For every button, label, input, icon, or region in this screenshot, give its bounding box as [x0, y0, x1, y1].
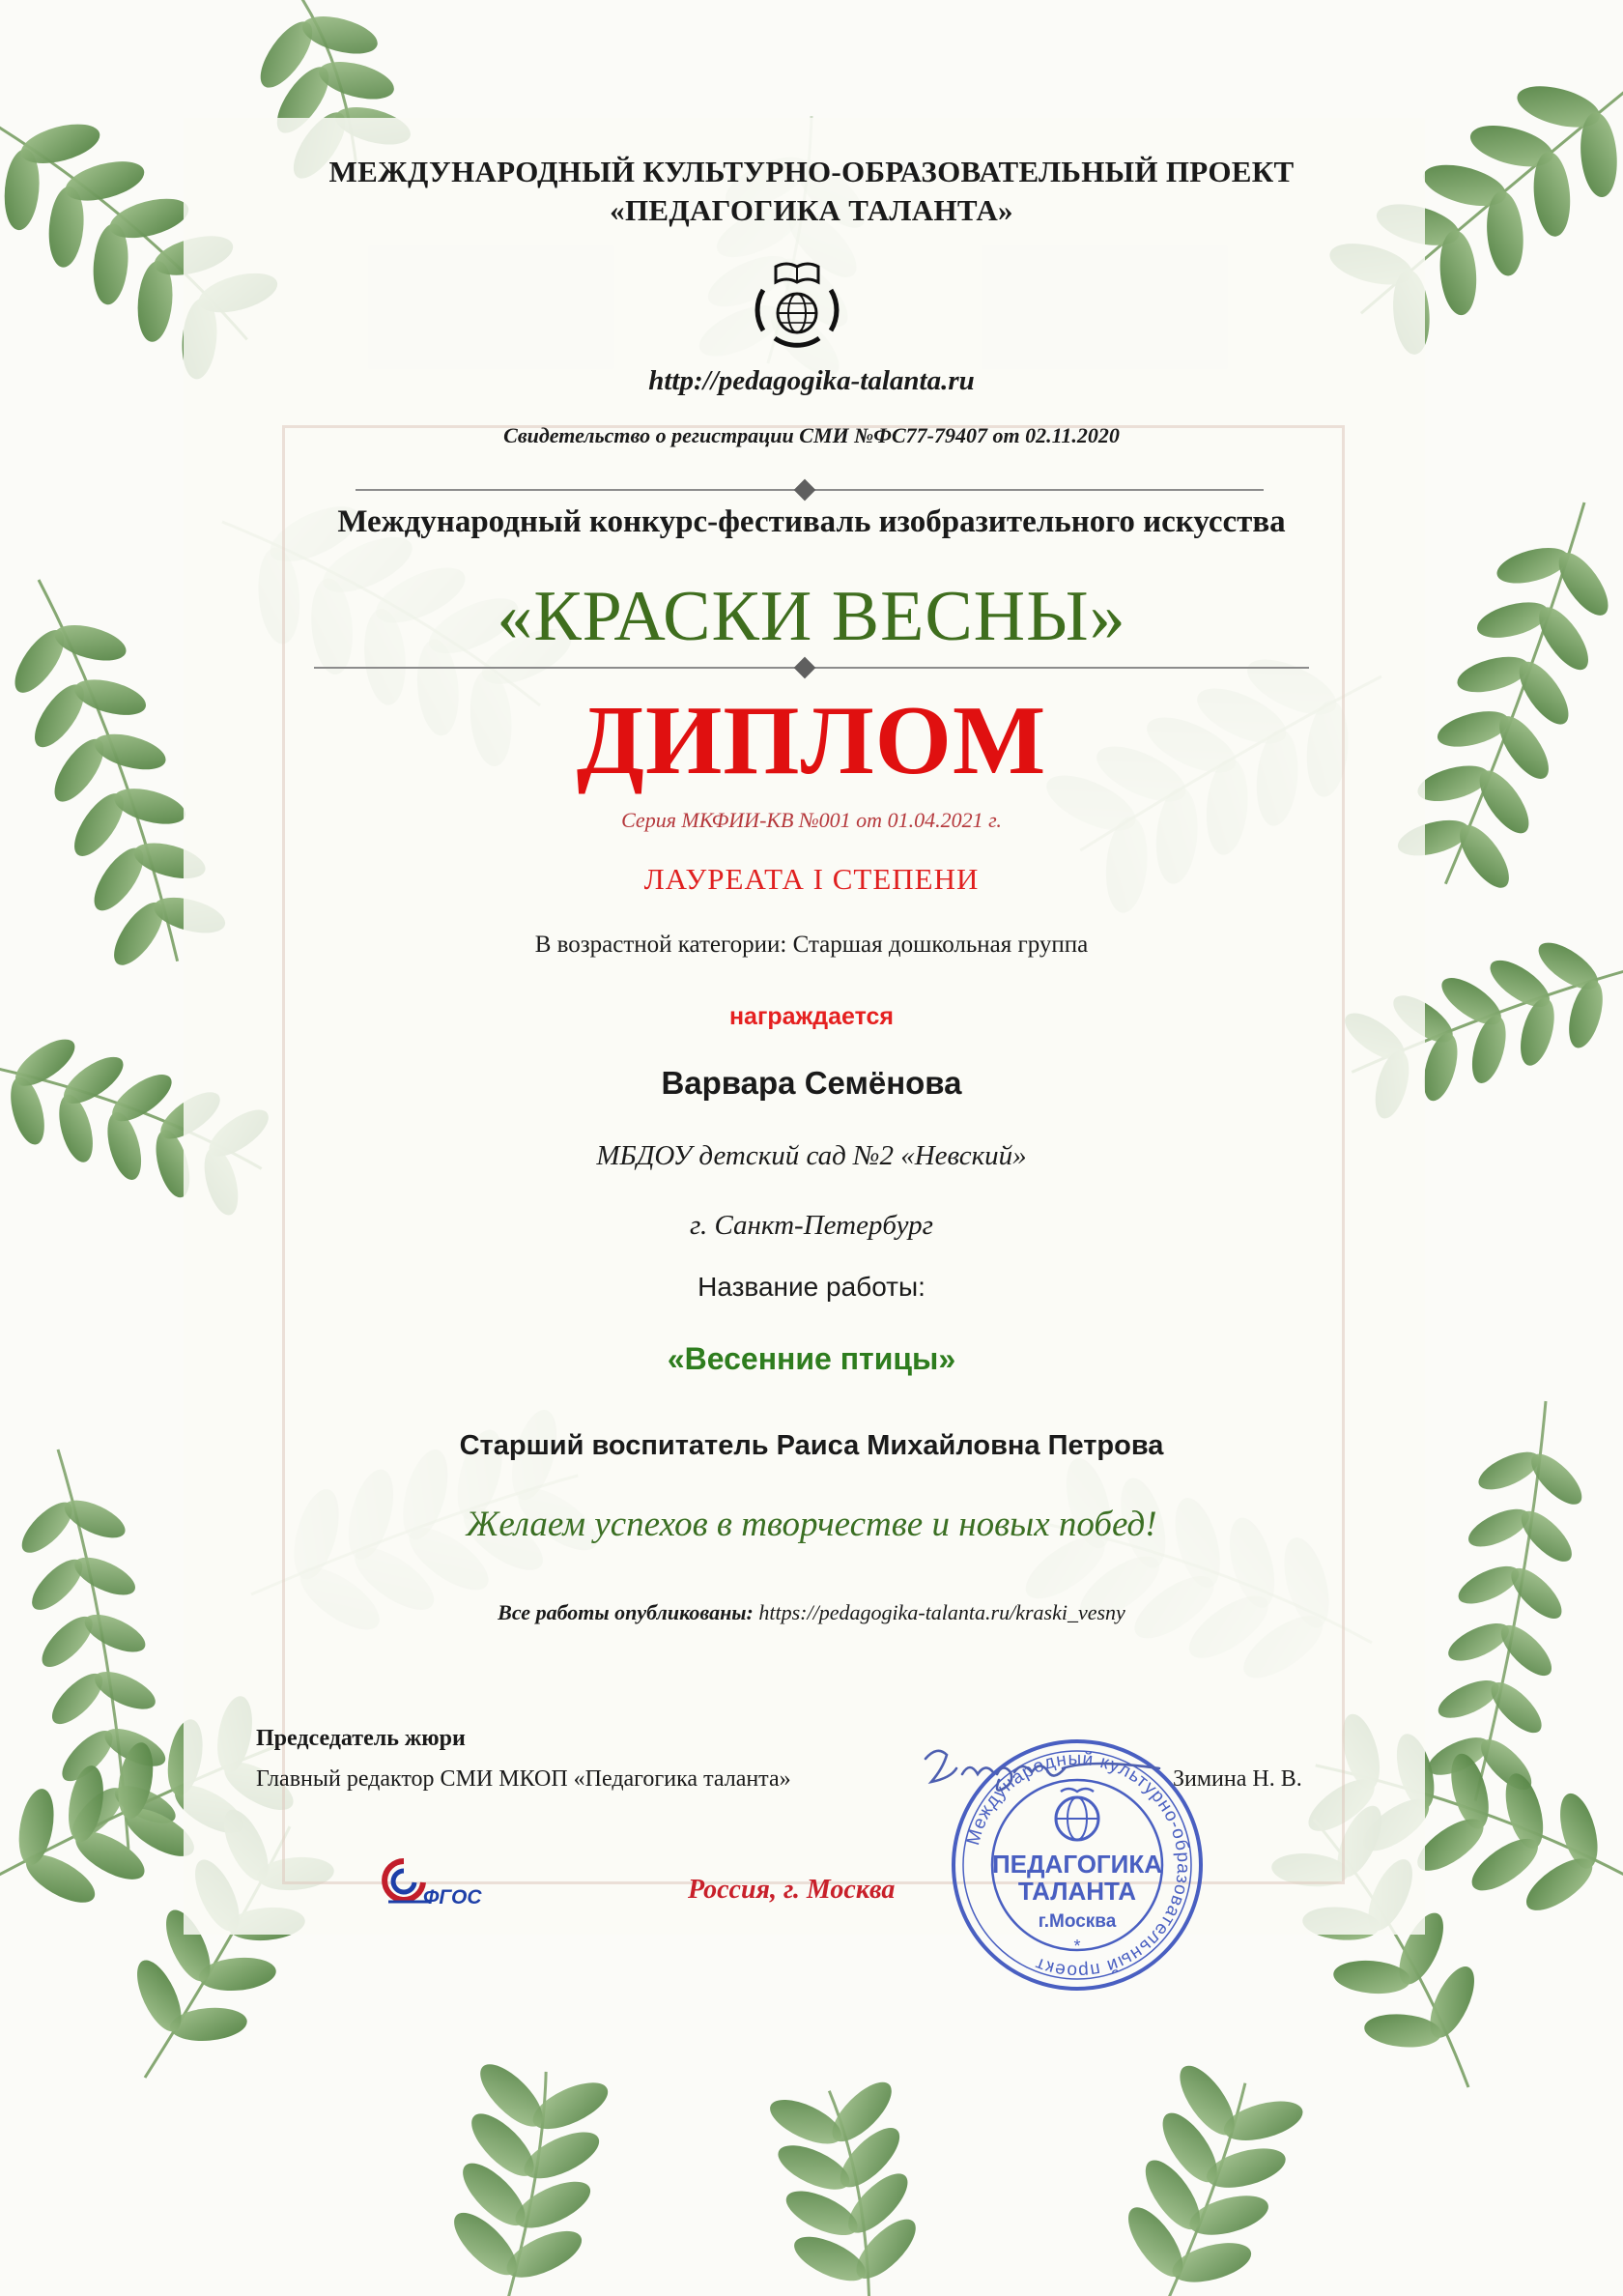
wish-text: Желаем успехов в творчестве и новых побед! — [466, 1505, 1157, 1544]
signature-icon — [918, 1739, 1169, 1817]
recipient-name: Варвара Семёнова — [661, 1065, 962, 1101]
stamp-line2: ТАЛАНТА — [1017, 1877, 1137, 1906]
stamp-star-icon: * — [1073, 1937, 1081, 1956]
contest-label: Международный конкурс-фестиваль изобразительного искусства — [337, 504, 1286, 539]
laureate-degree: ЛАУРЕАТА I СТЕПЕНИ — [643, 862, 980, 896]
stamp-line1: ПЕДАГОГИКА — [991, 1850, 1163, 1879]
signer-name: Зимина Н. В. — [1173, 1766, 1302, 1792]
leaf-icon — [315, 55, 398, 106]
awarded-label: награждается — [728, 1003, 895, 1030]
work-title: «Весенние птицы» — [667, 1341, 956, 1376]
stamp-city: г.Москва — [1038, 1911, 1117, 1932]
recipient-city: г. Санкт-Петербург — [690, 1210, 933, 1241]
leaf-icon — [91, 728, 170, 777]
jury-title: Председатель жюри — [256, 1726, 466, 1751]
teacher: Старший воспитатель Раиса Михайловна Петрова — [459, 1430, 1164, 1461]
leaf-icon — [71, 673, 150, 722]
age-category: В возрастной категории: Старшая дошкольная группа — [534, 932, 1089, 958]
stamp-ring-text: Международный культурно-образовательный проект — [963, 1748, 1194, 1982]
project-header — [232, 153, 1391, 230]
leaf-icon — [14, 1786, 59, 1868]
published-info — [232, 1600, 1391, 1625]
location: Россия, г. Москва — [688, 1875, 896, 1905]
published-label: Все работы опубликованы: — [498, 1600, 754, 1624]
leaf-icon — [110, 782, 189, 831]
leaf-icon — [1514, 1504, 1580, 1569]
organization: МБДОУ детский сад №2 «Невский» — [596, 1140, 1027, 1171]
diploma-series: Серия МКФИИ-КВ №001 от 01.04.2021 г. — [621, 808, 1002, 832]
chief-editor: Главный редактор СМИ МКОП «Педагогика таланта» — [256, 1766, 791, 1792]
contest-title: «КРАСКИ ВЕСНЫ» — [497, 577, 1126, 656]
leaf-icon — [1503, 1561, 1569, 1626]
project-header-line2: «ПЕДАГОГИКА ТАЛАНТА» — [610, 193, 1013, 227]
work-title-label: Название работы: — [698, 1272, 925, 1302]
registration-certificate: Свидетельство о регистрации СМИ №ФС77-79407 от 02.11.2020 — [503, 423, 1120, 447]
diploma-title: ДИПЛОМ — [576, 686, 1047, 795]
project-logo-icon — [744, 253, 850, 358]
fgos-logo — [375, 1853, 500, 1911]
project-header-line1: МЕЖДУНАРОДНЫЙ КУЛЬТУРНО-ОБРАЗОВАТЕЛЬНЫЙ ПРОЕКТ — [328, 155, 1295, 188]
fgos-label: ФГОС — [423, 1886, 482, 1909]
published-url: https://pedagogika-talanta.ru/kraski_vesny — [758, 1600, 1125, 1624]
leaf-icon — [299, 10, 382, 61]
project-website: http://pedagogika-talanta.ru — [648, 365, 975, 396]
